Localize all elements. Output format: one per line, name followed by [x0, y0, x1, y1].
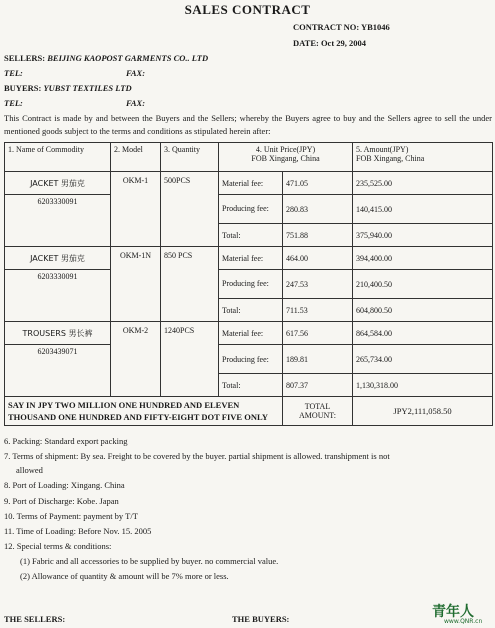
header-amount	[353, 143, 493, 172]
table-header-row	[5, 143, 493, 172]
item-name: JACKET 男茄克	[5, 247, 111, 270]
row-amount: 265,734.00	[353, 345, 493, 374]
buyers-tel-label: TEL:	[4, 98, 23, 108]
intro-paragraph: This Contract is made by and between the Buyers and the Sellers; whereby the Buyers agree to buy and the Sellers agree to sell the under mentioned goods subject to the terms and conditions as stipulated herein after:	[4, 113, 492, 136]
total-amount-label: TOTAL AMOUNT:	[283, 397, 353, 426]
header-unit-price	[219, 143, 353, 172]
item-name: JACKET 男茄克	[5, 172, 111, 195]
row-label: Producing fee:	[219, 195, 283, 224]
item-code: 6203439071	[5, 345, 111, 397]
buyers-signature: THE BUYERS:	[232, 614, 290, 624]
row-price: 617.56	[283, 322, 353, 345]
row-price: 464.00	[283, 247, 353, 270]
table-row	[5, 345, 493, 374]
sellers-tel-label: TEL:	[4, 68, 23, 78]
row-amount: 604,800.50	[353, 299, 493, 322]
table-row	[5, 195, 493, 224]
term-shipment: 7. Terms of shipment: By sea. Freight to be covered by the buyer. partial shipment is allowed. transhipment is not	[4, 451, 390, 461]
term-shipment-cont: allowed	[16, 465, 43, 475]
row-amount: 140,415.00	[353, 195, 493, 224]
term-special: 12. Special terms & conditions:	[4, 541, 112, 551]
item-code: 6203330091	[5, 195, 111, 247]
row-amount: 235,525.00	[353, 172, 493, 195]
buyers-row	[4, 83, 132, 93]
buyers-fax-label: FAX:	[126, 98, 146, 108]
sellers-fax-label: FAX:	[126, 68, 146, 78]
row-amount: 1,130,318.00	[353, 374, 493, 397]
header-commodity: 1. Name of Commodity	[5, 143, 111, 172]
row-label: Material fee:	[219, 247, 283, 270]
term-port-discharge: 9. Port of Discharge: Kobe. Japan	[4, 496, 119, 506]
item-model: OKM-1	[111, 172, 161, 247]
row-label: Total:	[219, 374, 283, 397]
row-label: Producing fee:	[219, 270, 283, 299]
sellers-label: SELLERS:	[4, 53, 46, 63]
term-special-1: (1) Fabric and all accessories to be supplied by buyer. no commercial value.	[20, 556, 279, 566]
item-quantity: 1240PCS	[161, 322, 219, 397]
amount-in-words: SAY IN JPY TWO MILLION ONE HUNDRED AND ELEVEN THOUSAND ONE HUNDRED AND FIFTY-EIGHT DOT FIVE ONLY	[5, 397, 283, 426]
row-label: Producing fee:	[219, 345, 283, 374]
row-amount: 375,940.00	[353, 224, 493, 247]
term-special-2: (2) Allowance of quantity & amount will be 7% more or less.	[20, 571, 229, 581]
contract-date: DATE: Oct 29, 2004	[293, 38, 367, 48]
page-title: SALES CONTRACT	[184, 2, 311, 17]
sellers-signature: THE SELLERS:	[4, 614, 66, 624]
header-unit-price-line1: 4. Unit Price(JPY)	[255, 145, 316, 154]
row-amount: 210,400.50	[353, 270, 493, 299]
row-price: 280.83	[283, 195, 353, 224]
buyers-label: BUYERS:	[4, 83, 42, 93]
row-price: 471.05	[283, 172, 353, 195]
item-code: 6203330091	[5, 270, 111, 322]
row-amount: 864,584.00	[353, 322, 493, 345]
total-row	[5, 397, 493, 426]
row-amount: 394,400.00	[353, 247, 493, 270]
row-label: Total:	[219, 299, 283, 322]
term-time-loading: 11. Time of Loading: Before Nov. 15. 2005	[4, 526, 152, 536]
contract-number: CONTRACT NO: YB1046	[293, 22, 390, 32]
row-label: Material fee:	[219, 172, 283, 195]
term-payment: 10. Terms of Payment: payment by T/T	[4, 511, 138, 521]
watermark-logo: 青年人	[432, 604, 474, 620]
row-price: 807.37	[283, 374, 353, 397]
header-quantity: 3. Quantity	[161, 143, 219, 172]
buyers-name: YUBST TEXTILES LTD	[43, 83, 132, 93]
header-amount-line2: FOB Xingang, China	[356, 154, 425, 163]
item-name: TROUSERS 男长裤	[5, 322, 111, 345]
term-port-loading: 8. Port of Loading: Xingang. China	[4, 480, 125, 490]
goods-table	[4, 142, 493, 426]
table-row	[5, 172, 493, 195]
row-price: 751.88	[283, 224, 353, 247]
sellers-name: BEIJING KAOPOST GARMENTS CO.. LTD	[47, 53, 209, 63]
header-amount-line1: 5. Amount(JPY)	[356, 145, 409, 154]
row-price: 247.53	[283, 270, 353, 299]
header-unit-price-line2: FOB Xingang, China	[251, 154, 320, 163]
item-model: OKM-1N	[111, 247, 161, 322]
table-row	[5, 270, 493, 299]
row-label: Material fee:	[219, 322, 283, 345]
row-label: Total:	[219, 224, 283, 247]
term-packing: 6. Packing: Standard export packing	[4, 436, 128, 446]
total-amount-value: JPY2,111,058.50	[353, 397, 493, 426]
item-quantity: 850 PCS	[161, 247, 219, 322]
row-price: 711.53	[283, 299, 353, 322]
sellers-row	[4, 53, 208, 63]
item-model: OKM-2	[111, 322, 161, 397]
table-row	[5, 247, 493, 270]
watermark-site: www.QNR.cn	[444, 618, 483, 625]
row-price: 189.81	[283, 345, 353, 374]
item-quantity: 500PCS	[161, 172, 219, 247]
table-row	[5, 322, 493, 345]
header-model: 2. Model	[111, 143, 161, 172]
